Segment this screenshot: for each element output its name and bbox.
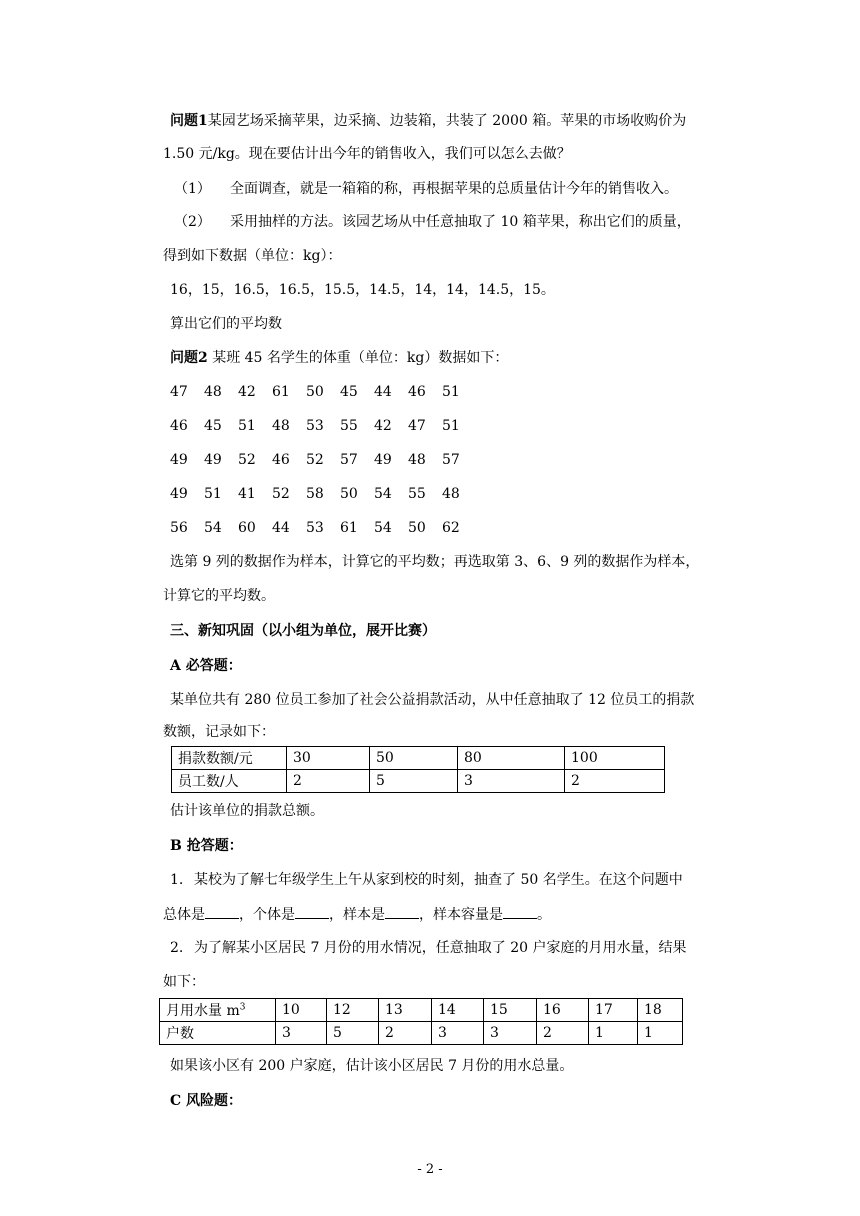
donation-table xyxy=(171,746,665,793)
table-row xyxy=(172,747,665,770)
table-cell: 2 xyxy=(537,1022,589,1045)
b1-line1 xyxy=(170,870,683,890)
b2-text: 为了解某小区居民 7 月份的用水情况，任意抽取了 20 户家庭的月用水量，结果 xyxy=(194,940,687,956)
weight-value: 47 xyxy=(408,418,426,434)
b1-part: ，样本容量是 xyxy=(419,907,503,923)
table-cell: 13 xyxy=(379,999,432,1022)
table-cell: 14 xyxy=(432,999,484,1022)
table-row xyxy=(160,1022,683,1045)
b1-part: ，个体是 xyxy=(239,907,295,923)
weight-value: 57 xyxy=(442,452,460,468)
weight-value: 60 xyxy=(238,520,256,536)
weight-value: 48 xyxy=(272,418,290,434)
table-cell: 30 xyxy=(287,747,370,770)
weight-value: 48 xyxy=(204,384,222,400)
page-number: - 2 - xyxy=(417,1162,443,1177)
section-b-title: B 抢答题： xyxy=(170,838,243,854)
b1-number: 1. xyxy=(170,872,184,888)
b2-line2: 如下： xyxy=(163,974,205,990)
table-cell: 1 xyxy=(589,1022,638,1045)
weight-value: 52 xyxy=(306,452,324,468)
weight-value: 51 xyxy=(204,486,222,502)
answer-blank[interactable] xyxy=(295,904,329,919)
unit-superscript: 3 xyxy=(239,1002,246,1013)
weight-value: 62 xyxy=(442,520,460,536)
q2-task-line1: 选第 9 列的数据作为样本，计算它的平均数；再选取第 3、6、9 列的数据作为样本， xyxy=(170,554,700,570)
weight-value: 50 xyxy=(340,486,358,502)
weight-value: 54 xyxy=(204,520,222,536)
q2-label: 问题2 xyxy=(170,350,208,366)
q1-option2 xyxy=(174,212,691,232)
q1-option2-number: （2） xyxy=(174,214,211,230)
section-a-line1: 某单位共有 280 位员工参加了社会公益捐款活动，从中任意抽取了 12 位员工的捐款 xyxy=(170,692,695,708)
weight-value: 55 xyxy=(340,418,358,434)
weight-value: 44 xyxy=(374,384,392,400)
b2-ask: 如果该小区有 200 户家庭，估计该小区居民 7 月份的用水总量。 xyxy=(170,1058,574,1074)
weight-value: 51 xyxy=(442,418,460,434)
weight-value: 54 xyxy=(374,486,392,502)
b2-number: 2. xyxy=(170,940,184,956)
weight-value: 49 xyxy=(204,452,222,468)
q2-intro-line xyxy=(170,348,508,368)
weight-value: 41 xyxy=(238,486,256,502)
weight-value: 56 xyxy=(170,520,188,536)
table-cell: 3 xyxy=(484,1022,537,1045)
weight-value: 42 xyxy=(238,384,256,400)
weight-value: 48 xyxy=(442,486,460,502)
table-cell xyxy=(160,999,276,1022)
b1-text: 某校为了解七年级学生上午从家到校的时刻，抽查了 50 名学生。在这个问题中 xyxy=(194,872,683,888)
q1-label: 问题1 xyxy=(170,113,208,129)
table-cell: 2 xyxy=(379,1022,432,1045)
weight-value: 46 xyxy=(272,452,290,468)
q1-option2-text: 采用抽样的方法。该园艺场从中任意抽取了 10 箱苹果，称出它们的质量， xyxy=(230,214,691,230)
answer-blank[interactable] xyxy=(385,904,419,919)
b2-line1 xyxy=(170,938,687,958)
weight-data-row xyxy=(170,484,476,504)
table-cell: 员工数/人 xyxy=(172,770,287,793)
weight-value: 50 xyxy=(306,384,324,400)
q1-option1-text: 全面调查，就是一箱箱的称，再根据苹果的总质量估计今年的销售收入。 xyxy=(230,181,678,197)
weight-value: 52 xyxy=(272,486,290,502)
weight-data-row xyxy=(170,450,476,470)
section3-title: 三、新知巩固（以小组为单位，展开比赛） xyxy=(170,623,436,639)
table-cell: 10 xyxy=(276,999,327,1022)
q1-option2-continued: 得到如下数据（单位：kg）： xyxy=(163,248,342,264)
table-cell: 80 xyxy=(458,747,565,770)
weight-value: 53 xyxy=(306,418,324,434)
table-row xyxy=(172,770,665,793)
section-a-ask: 估计该单位的捐款总额。 xyxy=(170,803,324,819)
weight-value: 53 xyxy=(306,520,324,536)
section-a-title: A 必答题： xyxy=(170,658,242,674)
q1-text: 某园艺场采摘苹果，边采摘、边装箱，共装了 2000 箱。苹果的市场收购价为 xyxy=(207,113,687,129)
table-cell: 3 xyxy=(458,770,565,793)
table-cell-label: 月用水量 m xyxy=(166,1003,240,1019)
table-cell: 15 xyxy=(484,999,537,1022)
table-cell: 16 xyxy=(537,999,589,1022)
weight-value: 61 xyxy=(340,520,358,536)
weight-value: 61 xyxy=(272,384,290,400)
weight-value: 46 xyxy=(408,384,426,400)
weight-value: 42 xyxy=(374,418,392,434)
table-cell: 100 xyxy=(565,747,665,770)
weight-data-row xyxy=(170,518,476,538)
weight-value: 48 xyxy=(408,452,426,468)
table-cell: 1 xyxy=(638,1022,683,1045)
table-cell: 17 xyxy=(589,999,638,1022)
weight-value: 44 xyxy=(272,520,290,536)
weight-value: 45 xyxy=(340,384,358,400)
table-cell: 2 xyxy=(287,770,370,793)
weight-value: 49 xyxy=(170,486,188,502)
answer-blank[interactable] xyxy=(205,904,239,919)
q1-line2: 1.50 元/kg。现在要估计出今年的销售收入，我们可以怎么去做？ xyxy=(163,146,571,162)
weight-value: 55 xyxy=(408,486,426,502)
weight-value: 58 xyxy=(306,486,324,502)
q1-data: 16，15，16.5，16.5，15.5，14.5，14，14，14.5，15。 xyxy=(170,282,555,298)
section-c-title: C 风险题： xyxy=(170,1093,243,1109)
b1-line2 xyxy=(163,904,551,925)
weight-value: 47 xyxy=(170,384,188,400)
table-row xyxy=(160,999,683,1022)
q2-intro: 某班 45 名学生的体重（单位：kg）数据如下： xyxy=(207,350,509,366)
table-cell: 5 xyxy=(327,1022,379,1045)
q1-option1-number: （1） xyxy=(174,181,211,197)
weight-value: 50 xyxy=(408,520,426,536)
weight-value: 51 xyxy=(238,418,256,434)
weight-value: 49 xyxy=(374,452,392,468)
table-cell: 2 xyxy=(565,770,665,793)
table-cell: 户数 xyxy=(160,1022,276,1045)
weight-value: 49 xyxy=(170,452,188,468)
weight-value: 57 xyxy=(340,452,358,468)
table-cell: 12 xyxy=(327,999,379,1022)
table-cell: 捐款数额/元 xyxy=(172,747,287,770)
table-cell: 3 xyxy=(432,1022,484,1045)
b1-part: 。 xyxy=(537,907,551,923)
q1-ask: 算出它们的平均数 xyxy=(170,316,282,332)
weight-value: 54 xyxy=(374,520,392,536)
weight-data-row xyxy=(170,416,476,436)
answer-blank[interactable] xyxy=(503,904,537,919)
weight-value: 52 xyxy=(238,452,256,468)
weight-value: 45 xyxy=(204,418,222,434)
weight-value: 46 xyxy=(170,418,188,434)
b1-part: 总体是 xyxy=(163,907,205,923)
section-a-line2: 数额，记录如下： xyxy=(163,724,275,740)
q1-option1 xyxy=(174,179,678,199)
weight-data-row xyxy=(170,382,476,402)
b1-part: ，样本是 xyxy=(329,907,385,923)
table-cell: 3 xyxy=(276,1022,327,1045)
table-cell: 18 xyxy=(638,999,683,1022)
table-cell: 50 xyxy=(370,747,458,770)
q1-line1 xyxy=(170,111,686,131)
table-cell: 5 xyxy=(370,770,458,793)
q2-task-line2: 计算它的平均数。 xyxy=(163,588,275,604)
water-usage-table xyxy=(159,998,683,1045)
weight-value: 51 xyxy=(442,384,460,400)
